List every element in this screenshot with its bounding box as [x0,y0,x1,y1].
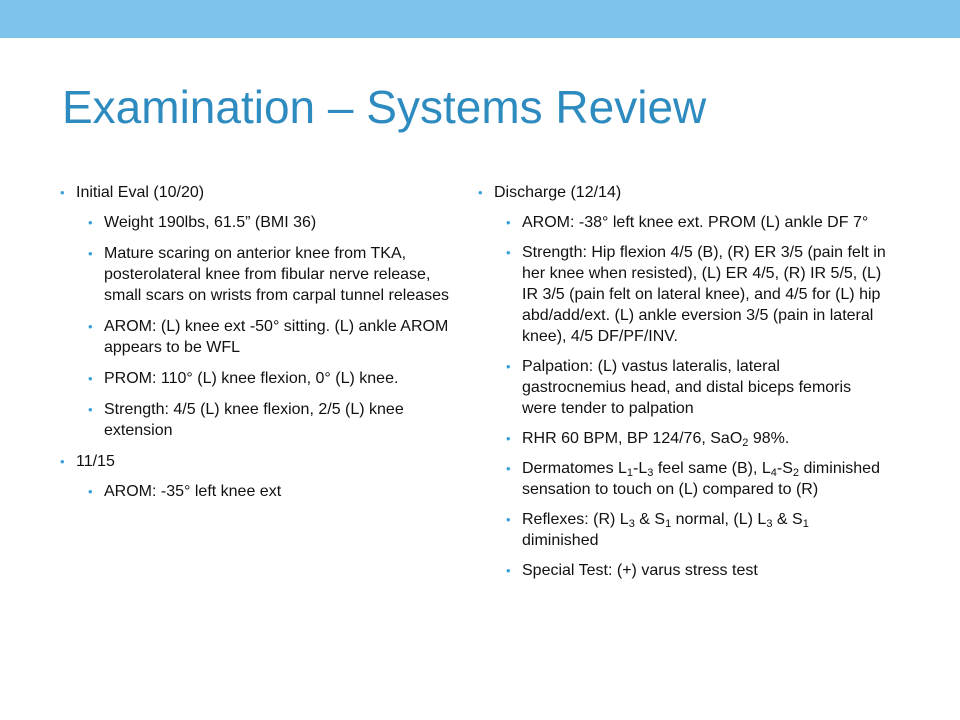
list-item [478,212,888,233]
list-item [60,481,460,502]
bullet-icon: • [88,246,93,261]
list-item [478,182,888,203]
list-item [478,560,888,581]
list-item [60,182,460,203]
item-text: AROM: -35° left knee ext [104,483,282,500]
list-item [478,458,888,500]
right-column [478,182,888,590]
list-item [478,242,888,347]
item-text: PROM: 110° (L) knee flexion, 0° (L) knee. [104,370,399,387]
bullet-icon: • [506,461,511,476]
bullet-icon: • [506,215,511,230]
bullet-icon: • [478,185,483,200]
bullet-icon: • [88,371,93,386]
list-item [60,243,460,306]
bullet-icon: • [88,484,93,499]
top-accent-bar [0,0,960,38]
list-item [60,451,460,472]
item-text: RHR 60 BPM, BP 124/76, SaO$_2$ 98%. [522,430,790,449]
item-text: Special Test: (+) varus stress test [522,562,758,579]
bullet-icon: • [506,563,511,578]
item-text: Mature scaring on anterior knee from TKA, posterolateral knee from fibular nerve release, small scars on wrists from carpal tunnel releases [104,245,450,304]
item-text: AROM: (L) knee ext -50° sitting. (L) ankle AROM appears to be WFL [104,318,449,356]
item-text: Weight 190lbs, 61.5” (BMI 36) [104,214,317,231]
bullet-icon: • [506,245,511,260]
bullet-icon: • [88,319,93,334]
list-item [60,399,460,441]
item-text: AROM: -38° left knee ext. PROM (L) ankle DF 7° [522,214,869,231]
list-item [60,316,460,358]
item-text: Dermatomes $L_1-L_3$ feel same (B), $L_4-S_2$ diminished sensation to touch on (L) compared to (R) [522,460,880,498]
bullet-icon: • [60,454,65,469]
list-item [478,509,888,551]
bullet-icon: • [60,185,65,200]
list-item [60,368,460,389]
bullet-icon: • [506,431,511,446]
item-text: Initial Eval (10/20) [76,184,205,201]
bullet-icon: • [506,512,511,527]
item-text: Palpation: (L) vastus lateralis, lateral gastrocnemius head, and distal biceps femoris were tender to palpation [522,358,852,417]
list-item [60,212,460,233]
left-column [60,182,460,512]
bullet-icon: • [88,402,93,417]
item-text: Discharge (12/14) [494,184,622,201]
item-text: Strength: Hip flexion 4/5 (B), (R) ER 3/5 (pain felt in her knee when resisted), (L) ER 4/5, (R) IR 5/5, (L) IR 3/5 (pain felt on lateral knee), and 4/5 for (L) hip abd/add/ext. (L) ankle eversion 3/5 (pain in lateral knee), 4/5 DF/PF/INV. [522,244,886,345]
list-item [478,356,888,419]
bullet-icon: • [506,359,511,374]
item-text: 11/15 [76,453,115,470]
slide-title: Examination – Systems Review [62,81,707,133]
list-item [478,428,888,449]
item-text: Strength: 4/5 (L) knee flexion, 2/5 (L) knee extension [104,401,404,439]
item-text: Reflexes: (R) $L_3$ & $S_1$ normal, (L) $L_3$ & $S_1$ diminished [522,511,809,549]
bullet-icon: • [88,215,93,230]
